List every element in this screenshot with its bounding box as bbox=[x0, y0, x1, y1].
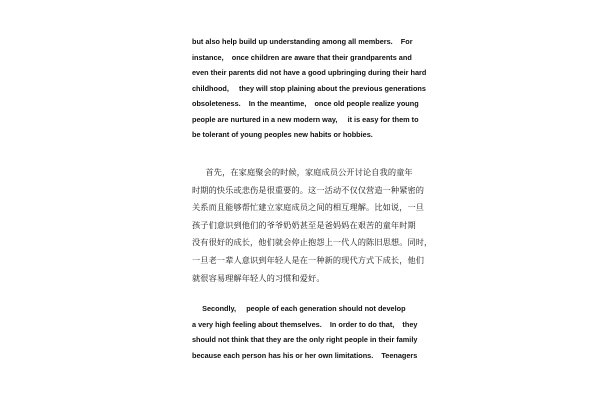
text-line: because each person has his or her own limitations. Teenagers bbox=[192, 350, 418, 360]
text-line: 孩子们意识到他们的爷爷奶奶甚至是爸妈妈在艰苦的童年时期 bbox=[192, 219, 416, 230]
text-line: but also help build up understanding among all members. For bbox=[192, 37, 413, 46]
text-line: instance, once children are aware that their grandparents and bbox=[192, 52, 412, 62]
text-line: should not think that they are the only right people in their family bbox=[192, 335, 418, 344]
text-line: people are nurtured in a new modern way, it is easy for them to bbox=[192, 114, 419, 124]
text-line: 没有很好的成长，他们就会停止抱怨上一代人的陈旧思想。同时， bbox=[192, 237, 433, 248]
text-line: 关系而且能够帮忙建立家庭成员之间的相互理解。比如说，一旦 bbox=[192, 202, 425, 213]
paragraph-english-1 bbox=[192, 34, 427, 143]
text-line: Secondly, people of each generation should not develop bbox=[192, 304, 406, 313]
text-line: childhood, they will stop plaining about the previous generations bbox=[192, 83, 426, 93]
text-line: 时期的快乐或悲伤是很重要的。这一活动不仅仅营造一种紧密的 bbox=[192, 184, 425, 195]
paragraph-english-2 bbox=[192, 301, 418, 363]
text-line: 首先，在家庭聚会的时候，家庭成员公开讨论自我的童年 bbox=[192, 167, 413, 177]
text-line: 就很容易理解年轻人的习惯和爱好。 bbox=[192, 272, 325, 283]
text-line: obsoleteness. In the meantime, once old people realize young bbox=[192, 99, 419, 108]
paragraph-chinese bbox=[192, 164, 433, 287]
text-line: even their parents did not have a good upbringing during their hard bbox=[192, 68, 427, 77]
text-line: be tolerant of young peoples new habits or hobbies. bbox=[192, 130, 373, 139]
text-line: 一旦老一辈人意识到年轻人是在一种新的现代方式下成长，他们 bbox=[192, 254, 425, 265]
text-line: a very high feeling about themselves. In order to do that, they bbox=[192, 319, 418, 329]
